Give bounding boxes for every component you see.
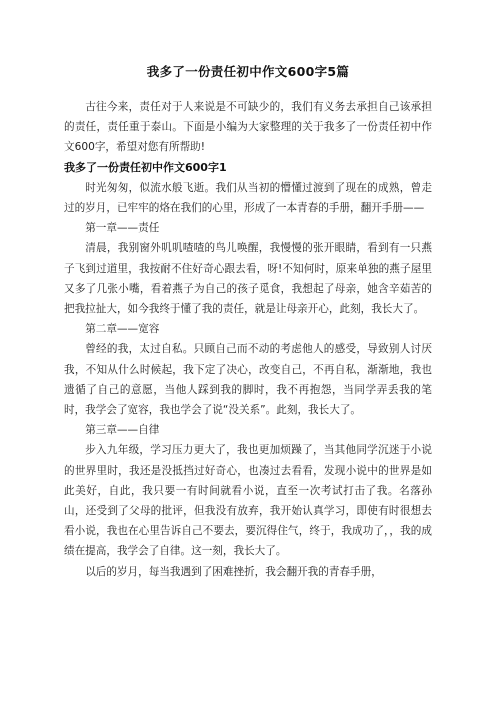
chapter-1-paragraph: 清晨，我别窗外叽叽喳喳的鸟儿唤醒，我慢慢的张开眼睛，看到有一只燕子飞到过道里，我按耐不住好奇心跟去看，呀!不知何时，原来单独的燕子屋里又多了几张小嘴，看着燕子为自己的孩子觅食，我想起了母亲，她含辛茹苦的把我拉扯大，如今我终于懂了我的责任，就是让母亲开心，此刻，我长大了。 <box>64 242 432 316</box>
chapter-3-paragraph: 步入九年级，学习压力更大了，我也更加烦躁了，当其他同学沉迷于小说的世界里时，我还是没抵挡过好奇心，也凑过去看看，发现小说中的世界是如此美好，自此，我只要一有时间就看小说，直至一次考试打击了我。名落孙山，还受到了父母的批评，但我没有放弃，我开始认真学习，即使有时很想去看小说，我也在心里告诉自己不要去，要沉得住气，终于，我成功了，，我的成绩在提高，我学会了自律。这一刻，我长大了。 <box>64 444 432 558</box>
chapter-2-paragraph: 曾经的我，太过自私。只顾自己而不动的考虑他人的感受，导致别人讨厌我，不知从什么时候起，我下定了决心，改变自己，不再自私，渐渐地，我也遗循了自己的意愿，当他人踩到我的脚时，我不再抱怨，当同学弄丢我的笔时，我学会了宽容，我也学会了说“没关系”。此刻，我长大了。 <box>64 343 432 417</box>
chapter-1-title: 第一章——责任 <box>85 222 160 235</box>
intro-paragraph: 古往今来，责任对于人来说是不可缺少的，我们有义务去承担自己该承担的责任，责任重于泰山。下面是小编为大家整理的关于我多了一份责任初中作文600字，希望对您有所帮助! <box>64 101 432 154</box>
chapter-3-title: 第三章——自律 <box>85 424 160 437</box>
essay-1-heading: 我多了一份责任初中作文600字1 <box>64 160 227 174</box>
document-title: 我多了一份责任初中作文600字5篇 <box>146 64 350 79</box>
chapter-2-title: 第二章——宽容 <box>85 323 160 336</box>
closing-paragraph: 以后的岁月，每当我遇到了困难挫折，我会翻开我的青春手册， <box>85 565 382 578</box>
opening-paragraph: 时光匆匆，似流水般飞逝。我们从当初的懵懂过渡到了现在的成熟，曾走过的岁月，已牢牢的烙在我们的心里，形成了一本青春的手册，翻开手册—— <box>64 181 432 215</box>
